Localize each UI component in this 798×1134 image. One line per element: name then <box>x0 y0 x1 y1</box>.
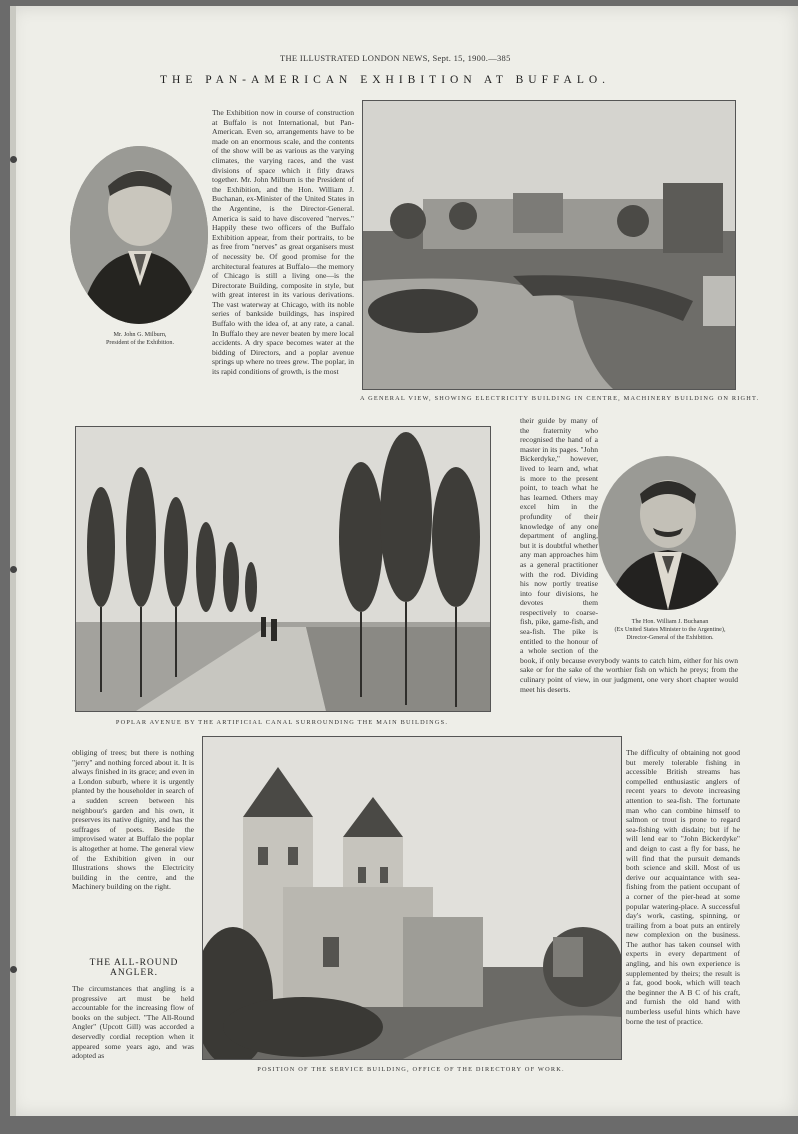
intro-text: The Exhibition now in course of construction at Buffalo is not International, but Pan-American. Even so, arrangements have to be made on an enormous scale, and the contents of the show will be as various as the varying climates, the varying races, and the vast divisions of space which it fitly draws together. Mr. John Milburn is the President of the Exhibition, and the Hon. William J. Buchanan, ex-Minister of the United States in the Argentine, is the Director-General. America is said to have discovered "nerves." Happily these two officers of the Buffalo Exhibition appear, from their portraits, to be as free from "nerves" as great organisers must of necessity be. Of good promise for the architectural features at Buffalo—the memory of Chicago is still a living one—is the Directorate Building, composite in style, but with great interest in its various derivations. The vast waterway at Chicago, with its noble series of bankside buildings, has inspired Buffalo with the idea of, at any rate, a canal. In Buffalo they are never beaten by mere local accidents. A dry space becomes water at the bidding of Directors, and a poplar avenue springs up where no trees grew. The poplar, in its rapid conditions of growth, is the most <box>212 108 354 377</box>
photo2-caption: POPLAR AVENUE BY THE ARTIFICIAL CANAL SURROUNDING THE MAIN BUILDINGS. <box>115 719 449 726</box>
binding-edge <box>10 6 16 1116</box>
text-wrap-spacer <box>62 146 212 371</box>
portrait2-name: The Hon. William J. Buchanan <box>631 618 709 625</box>
photo-service-building <box>202 736 622 1060</box>
right-text: their guide by many of the fraternity who recognised the hand of a master in its pages. "John Bickerdyke," however, lived to learn and, what is more to the present point, to teach what he has learned. Others may excel him in the profundity of their knowledge of any one department of angling, but it is doubtful whether any man approaches him as a general practitioner with the rod. Dividing his now portly treatise into four divisions, he devotes them respectively to coarse-fish, pike, game-fish, and sea-fish. The pike is entitled to the honour of a whole section of the book, if only because everybody wants to catch him, either for his own sake or for the sake of the worthier fish on which he preys; from the culinary point of view, in our judgment, one very short chapter would meet his deserts. <box>520 416 738 694</box>
binding-hole <box>10 156 17 163</box>
portrait-buchanan <box>598 456 736 610</box>
binding-hole <box>10 566 17 573</box>
photo-poplar-avenue <box>75 426 491 712</box>
photo1-caption: A GENERAL VIEW, SHOWING ELECTRICITY BUILDING IN CENTRE, MACHINERY BUILDING ON RIGHT. <box>360 395 760 402</box>
binding-hole <box>10 966 17 973</box>
section-subhead: THE ALL-ROUND ANGLER. <box>89 958 179 978</box>
portrait1-name: Mr. John G. Milburn, <box>113 331 167 338</box>
newspaper-page <box>10 6 798 1116</box>
right-bottom-text: The difficulty of obtaining not good but merely tolerable fishing in accessible British streams has compelled enthusiastic anglers of recent years to devote increasing attention to sea-fish. The fortunate man who can combine himself to salmon or trout is prone to regard sea-fishing with disdain; but if he will lend ear to "John Bickerdyke" and deign to cast a fly for bass, he will find that the pursuit demands both science and skill. Most of us derive our acquaintance with sea-fishing from the patient occupant of a corner of the pier-head at some popular watering-place. A successful day's work, casting, spinning, or trailing from a boat puts an entirely new complexion on the business. The author has taken counsel with experts in every department of angling, and his own experience is supplemented by theirs; the result is a fat, good book, which will teach the beginner the A B C of his craft, and furnish the old hand with numberless useful hints which have borne the test of practice. <box>626 748 740 1026</box>
photo-general-view <box>362 100 736 390</box>
portrait2-role: (Ex United States Minister to the Argentine), <box>614 626 726 633</box>
intro-text-column <box>62 108 354 398</box>
page-title: THE PAN-AMERICAN EXHIBITION AT BUFFALO. <box>160 74 611 86</box>
portrait2-role2: Director-General of the Exhibition. <box>626 634 714 641</box>
portrait1-role: President of the Exhibition. <box>105 339 175 346</box>
left-bottom-text: obliging of trees; but there is nothing "jerry" and nothing forced about it. It is always finished in its grace; and even in a London suburb, where it is urgently planted by the householder in search of a sudden screen between his neighbour's garden and his own, it preserves its native dignity, and has the suffrages of poets. Beside the improvised water at Buffalo the poplar is altogether at home. The general view of the Exhibition given in our Illustrations shows the Electricity building in the centre, and the Machinery building on the right. <box>72 748 194 892</box>
portrait2-caption <box>590 618 750 642</box>
angler-text: The circumstances that angling is a progressive art must be held accountable for the increasing flow of books on the subject. "The All-Round Angler" (Upcott Gill) was accorded a deservedly cordial reception when it appeared some years ago, and was adopted as <box>72 984 194 1061</box>
running-head: THE ILLUSTRATED LONDON NEWS, Sept. 15, 1900.—385 <box>280 53 511 63</box>
photo3-caption: POSITION OF THE SERVICE BUILDING, OFFICE OF THE DIRECTORY OF WORK. <box>257 1066 565 1073</box>
